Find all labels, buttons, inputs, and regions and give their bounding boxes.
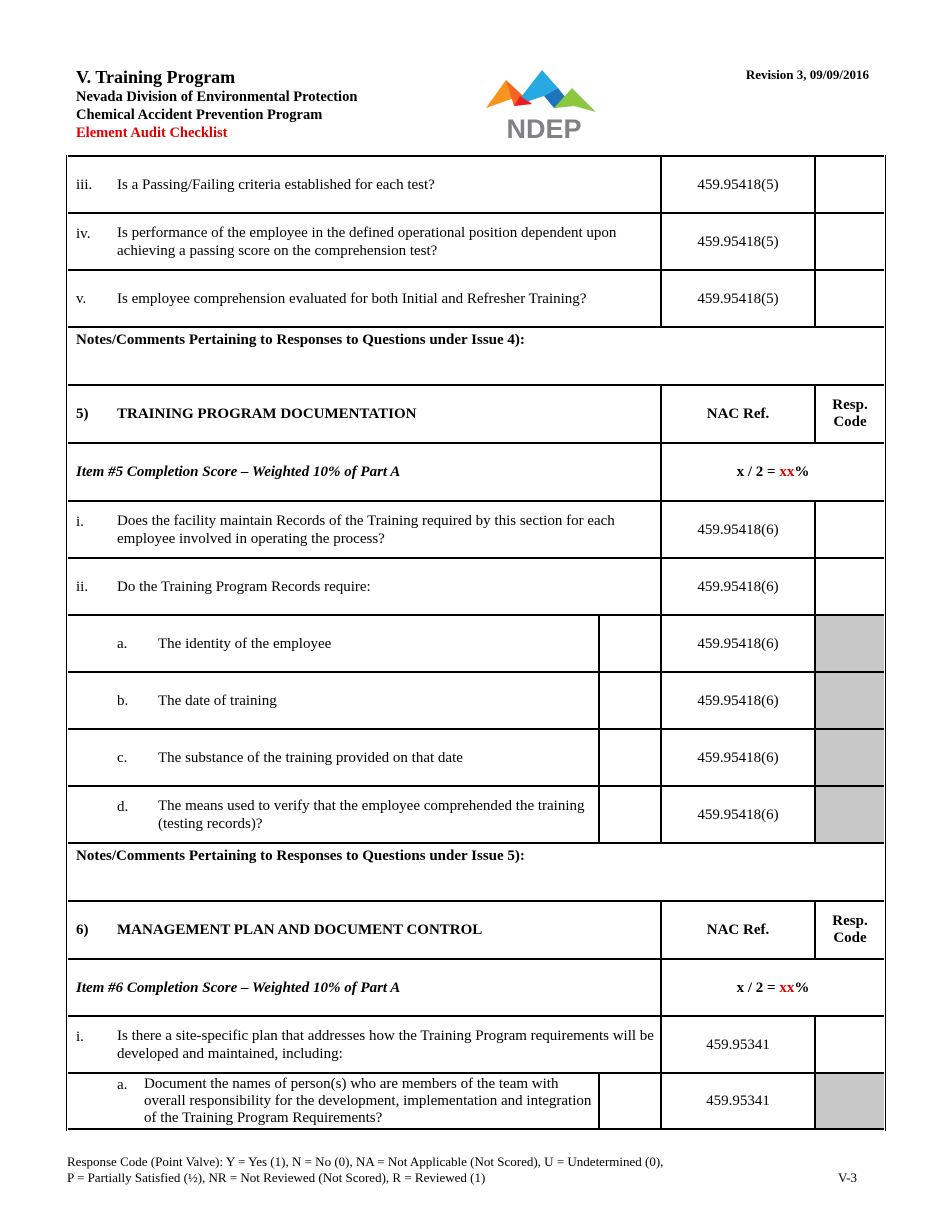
table-row — [68, 155, 884, 213]
nac-ref: 459.95418(6) — [660, 730, 814, 786]
section-number: 6) — [76, 921, 89, 938]
response-code-cell-disabled — [814, 730, 884, 786]
sub-question: Document the names of person(s) who are members of the team with overall responsibility for the development, implementation and integration of the Training Program Requirements? — [144, 1075, 592, 1126]
sub-question: The substance of the training provided on that date — [158, 750, 463, 766]
program-name: Chemical Accident Prevention Program — [76, 107, 323, 123]
resp-code-header: Resp. Code — [814, 386, 884, 442]
legend-line-1: Response Code (Point Valve): Y = Yes (1), N = No (0), NA = Not Applicable (Not Scored), U = Undetermined (0), — [67, 1154, 664, 1169]
response-code-cell[interactable] — [814, 559, 884, 615]
row-number: i. — [76, 514, 84, 530]
nac-ref: 459.95418(6) — [660, 502, 814, 558]
revision-label: Revision 3, 09/09/2016 — [745, 67, 869, 82]
response-code-cell[interactable] — [814, 214, 884, 270]
section-header — [68, 384, 884, 442]
sub-row — [68, 785, 884, 843]
row-number: iv. — [76, 226, 91, 242]
notes-label: Notes/Comments Pertaining to Responses to Questions under Issue 4): — [76, 332, 525, 348]
completion-score-label: Item #5 Completion Score – Weighted 10% of Part A — [76, 463, 401, 480]
nac-ref: 459.95418(5) — [660, 271, 814, 327]
table-row — [68, 500, 884, 558]
table-row — [68, 557, 884, 615]
sub-answer-cell[interactable] — [598, 673, 660, 729]
sub-letter: a. — [117, 1077, 128, 1093]
sub-letter: d. — [117, 799, 129, 815]
section-number: 5) — [76, 405, 89, 422]
completion-score-label: Item #6 Completion Score – Weighted 10% of Part A — [76, 979, 401, 996]
sub-question: The identity of the employee — [158, 636, 332, 652]
nac-ref: 459.95341 — [660, 1017, 814, 1073]
sub-answer-cell[interactable] — [598, 787, 660, 843]
row-question: Is there a site-specific plan that addresses how the Training Program requirements will be developed and maintained, including: — [117, 1028, 654, 1062]
nac-ref: 459.95418(6) — [660, 787, 814, 843]
document-header — [76, 66, 357, 142]
response-code-cell[interactable] — [814, 502, 884, 558]
logo-text: NDEP — [506, 114, 582, 142]
legend-line-2: P = Partially Satisfied (½), NR = Not Reviewed (Not Scored), R = Reviewed (1) — [67, 1170, 486, 1185]
row-question: Does the facility maintain Records of the Training required by this section for each employee involved in operating the process? — [117, 513, 615, 547]
score-suffix: % — [794, 979, 810, 996]
score-row — [68, 442, 884, 500]
response-code-cell-disabled — [814, 616, 884, 672]
sub-row — [68, 614, 884, 672]
response-code-legend — [67, 1154, 663, 1186]
score-suffix: % — [794, 463, 810, 480]
row-question: Is employee comprehension evaluated for both Initial and Refresher Training? — [117, 291, 587, 307]
sub-question: The date of training — [158, 693, 277, 709]
row-number: v. — [76, 290, 87, 307]
sub-answer-cell[interactable] — [598, 730, 660, 786]
nac-ref: 459.95418(5) — [660, 214, 814, 270]
sub-row — [68, 728, 884, 786]
row-question: Is a Passing/Failing criteria established for each test? — [117, 177, 435, 193]
score-prefix: x / 2 = — [736, 463, 780, 480]
nac-ref: 459.95418(6) — [660, 673, 814, 729]
notes-row[interactable] — [68, 326, 884, 384]
completion-score-value — [660, 960, 884, 1016]
nac-ref: 459.95418(6) — [660, 559, 814, 615]
sub-question: The means used to verify that the employee comprehended the training (testing records)? — [158, 798, 585, 832]
page-number: V-3 — [837, 1170, 857, 1185]
score-placeholder: xx — [779, 463, 795, 480]
nac-ref: 459.95418(5) — [660, 157, 814, 213]
response-code-cell[interactable] — [814, 1017, 884, 1073]
row-number: i. — [76, 1029, 84, 1045]
section-title: V. Training Program — [76, 67, 236, 87]
table-row — [68, 269, 884, 327]
org-name: Nevada Division of Environmental Protection — [76, 89, 358, 105]
sub-row — [68, 671, 884, 729]
notes-label: Notes/Comments Pertaining to Responses to Questions under Issue 5): — [76, 848, 525, 864]
response-code-cell-disabled — [814, 1074, 884, 1128]
sub-letter: b. — [117, 692, 129, 709]
section-header — [68, 900, 884, 958]
section-title: MANAGEMENT PLAN AND DOCUMENT CONTROL — [117, 921, 483, 938]
response-code-cell[interactable] — [814, 271, 884, 327]
row-question: Do the Training Program Records require: — [117, 579, 371, 595]
table-row — [68, 1015, 884, 1073]
nac-ref-header: NAC Ref. — [660, 386, 814, 442]
ndep-logo — [484, 66, 602, 142]
sub-answer-cell[interactable] — [598, 616, 660, 672]
row-number: iii. — [76, 176, 93, 193]
checklist-name: Element Audit Checklist — [76, 125, 228, 141]
row-number: ii. — [76, 578, 89, 595]
nac-ref: 459.95418(6) — [660, 616, 814, 672]
score-prefix: x / 2 = — [736, 979, 780, 996]
sub-letter: c. — [117, 749, 128, 766]
notes-row[interactable] — [68, 842, 884, 900]
section-title: TRAINING PROGRAM DOCUMENTATION — [117, 405, 417, 422]
sub-row — [68, 1072, 884, 1130]
sub-letter: a. — [117, 635, 128, 652]
row-question: Is performance of the employee in the defined operational position dependent upon achieving a passing score on the comprehension test? — [117, 225, 617, 259]
score-row — [68, 958, 884, 1016]
nac-ref-header: NAC Ref. — [660, 902, 814, 958]
completion-score-value — [660, 444, 884, 500]
nac-ref: 459.95341 — [660, 1074, 814, 1128]
response-code-cell-disabled — [814, 673, 884, 729]
sub-answer-cell[interactable] — [598, 1074, 660, 1128]
resp-code-header: Resp. Code — [814, 902, 884, 958]
response-code-cell-disabled — [814, 787, 884, 843]
response-code-cell[interactable] — [814, 157, 884, 213]
table-row — [68, 212, 884, 270]
score-placeholder: xx — [779, 979, 795, 996]
